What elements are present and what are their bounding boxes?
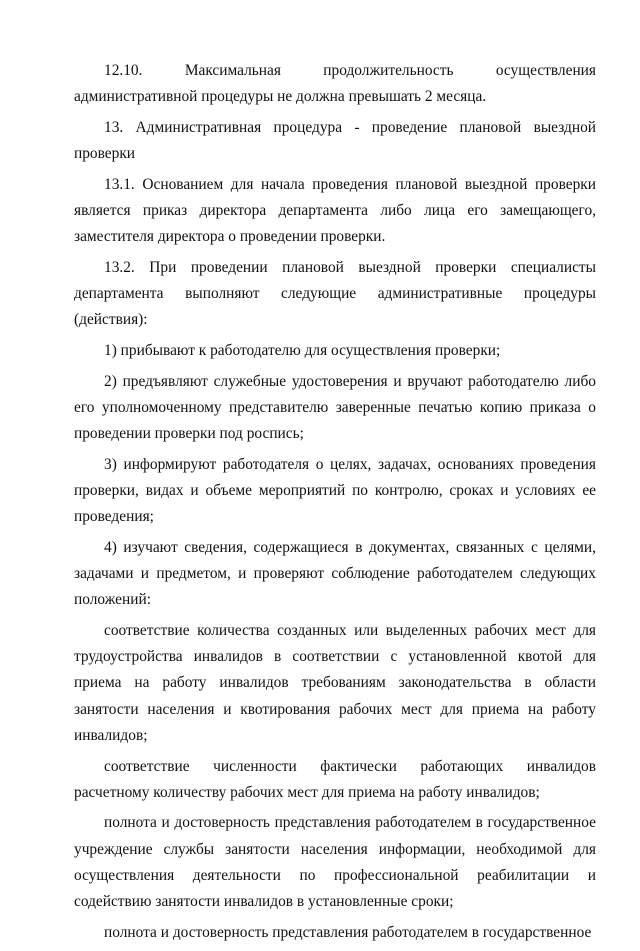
paragraph-13-heading: 13. Административная процедура - проведение плановой выездной проверки <box>74 118 596 163</box>
list-item-3: 3) информируют работодателя о целях, задачах, основаниях проведения проверки, видах и объеме мероприятий по контролю, сроках и условиях ее проведения; <box>74 455 596 526</box>
paragraph-13-1: 13.1. Основанием для начала проведения плановой выездной проверки является приказ директора департамента либо лица его замещающего, заместителя директора о проведении проверки. <box>74 175 596 246</box>
list-item-2: 2) предъявляют служебные удостоверения и вручают работодателю либо его уполномоченному представителю заверенные печатью копию приказа о проведении проверки под роспись; <box>74 372 596 443</box>
paragraph-13-2: 13.2. При проведении плановой выездной проверки специалисты департамента выполняют следующие административные процедуры (действия): <box>74 258 596 329</box>
provision-information-reporting-continued: полнота и достоверность представления работодателем в государственное <box>104 923 592 941</box>
provision-information-reporting: полнота и достоверность представления работодателем в государственное учреждение службы занятости населения информации, необходимой для осуществления деятельности по профессиональной реабилитации и содействию занятости инвалидов в установленные сроки; <box>74 814 596 911</box>
list-item-4: 4) изучают сведения, содержащиеся в документах, связанных с целями, задачами и предметом, и проверяют соблюдение работодателем следующих положений: <box>74 538 596 609</box>
provision-employee-count: соответствие численности фактически работающих инвалидов расчетному количеству рабочих мест для приема на работу инвалидов; <box>74 757 596 801</box>
provision-quota-compliance: соответствие количества созданных или выделенных рабочих мест для трудоустройства инвалидов в соответствии с установленной квотой для приема на работу инвалидов требованиям законодательства в области занятости населения и квотирования рабочих мест для приема на работу инвалидов; <box>74 622 596 744</box>
list-item-1: 1) прибывают к работодателю для осуществления проверки; <box>104 342 501 360</box>
document-page <box>74 58 596 951</box>
paragraph-12-10: 12.10. Максимальная продолжительность осуществления административной процедуры не должна превышать 2 месяца. <box>74 62 596 106</box>
